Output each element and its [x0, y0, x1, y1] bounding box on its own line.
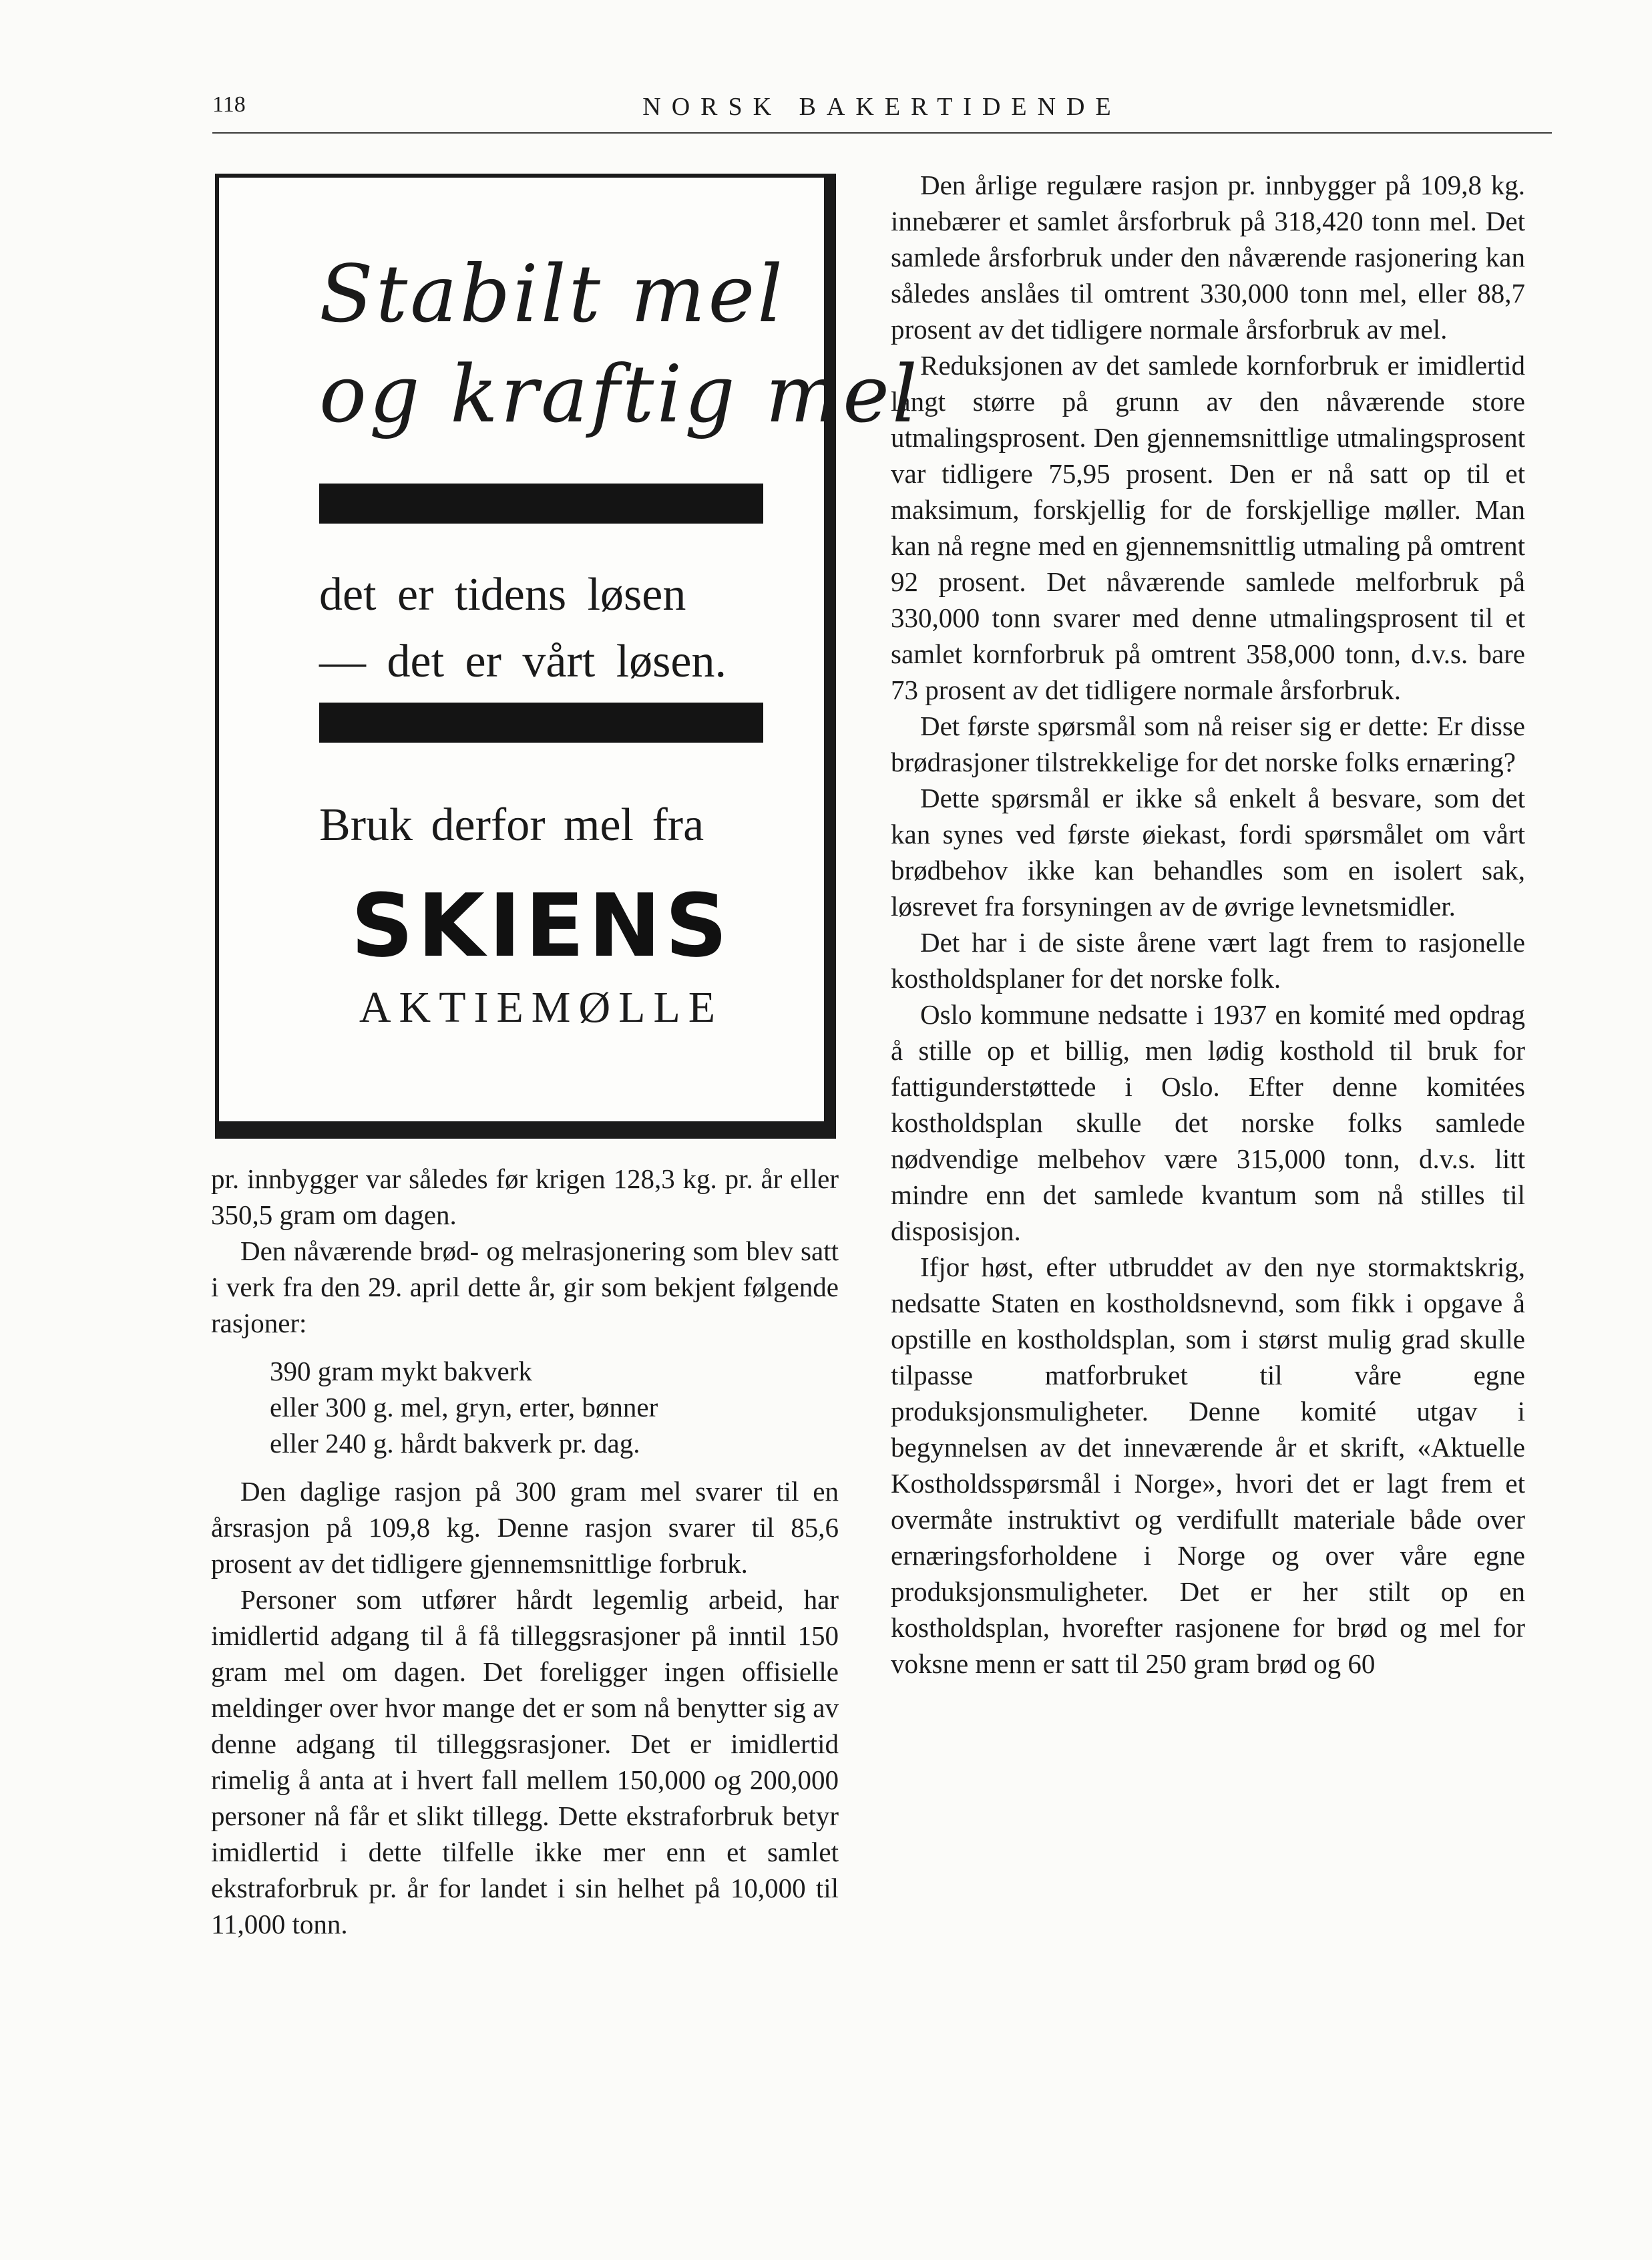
- ad-text-line-3: Bruk derfor mel fra: [319, 799, 704, 851]
- paragraph: Personer som utfører hårdt legemlig arbeid, har imidlertid adgang til å få tilleggsrasjoner på inntil 150 gram mel om dagen. Det foreligger ingen offisielle meldinger over hvor mange det er som nå benytter sig av denne adgang til tilleggsrasjoner. Det er imidlertid rimelig å anta at i hvert fall mellem 150,000 og 200,000 personer nå får et slikt tillegg. Dette ekstraforbruk betyr imidlertid i dette tilfelle ikke mer enn et samlet ekstraforbruk pr. år for landet i sin helhet på 10,000 til 11,000 tonn.: [211, 1584, 839, 1939]
- ad-divider-bar: [319, 484, 763, 524]
- ad-brand-subtitle: AKTIEMØLLE: [359, 983, 724, 1032]
- ad-text-line-2: — det er vårt løsen.: [319, 636, 727, 687]
- ad-script-line-2: og kraftig mel: [319, 348, 920, 440]
- ad-divider-bar: [319, 703, 763, 743]
- paragraph: Reduksjonen av det samlede kornforbruk er imidlertid langt større på grunn av den nåværende store utmalingsprosent. Den gjennemsnittlige utmalingsprosent var tidligere 75,95 prosent. Den er nå satt op til et maksimum, forskjellig for de forskjellige møller. Man kan nå regne med en gjennemsnittlig utmaling på omtrent 92 prosent. Det nåværende samlede melforbruk på 330,000 tonn svarer med denne utmalingsprosent til et samlet kornforbruk på omtrent 358,000 tonn, d.v.s. bare 73 prosent av det tidligere normale årsforbruk.: [891, 350, 1525, 705]
- paragraph: Den årlige regulære rasjon pr. innbygger på 109,8 kg. innebærer et samlet årsforbruk på 318,420 tonn mel. Det samlede årsforbruk under den nåværende rasjonering kan således anslåes til omtrent 330,000 tonn mel, eller 88,7 prosent av det tidligere normale årsforbruk av mel.: [891, 170, 1525, 345]
- ration-item: 390 gram mykt bakverk: [270, 1356, 532, 1386]
- page-number: 118: [212, 92, 246, 117]
- ration-item: eller 240 g. hårdt bakverk pr. dag.: [270, 1428, 640, 1459]
- paragraph: Den nåværende brød- og melrasjonering som blev satt i verk fra den 29. april dette år, gir som bekjent følgende rasjoner:: [211, 1236, 839, 1338]
- left-column: [211, 1161, 839, 1942]
- paragraph: Den daglige rasjon på 300 gram mel svarer til en årsrasjon på 109,8 kg. Denne rasjon svarer til 85,6 prosent av det tidligere gjennemsnittlige forbruk.: [211, 1476, 839, 1579]
- paragraph: Oslo kommune nedsatte i 1937 en komité med opdrag å stille op et billig, men lødig kosthold til bruk for fattigunderstøttede i Oslo. Efter denne komitées kostholdsplan skulle det norske folks samlede nødvendige melbehov være 315,000 tonn, d.v.s. litt mindre enn det samlede kvantum som nå stilles til disposisjon.: [891, 999, 1525, 1246]
- paragraph: Dette spørsmål er ikke så enkelt å besvare, som det kan synes ved første øiekast, fordi spørsmålet om vårt brødbehov ikke kan behandles som en isolert sak, løsrevet fra forsyningen av de øvrige levnetsmidler.: [891, 783, 1525, 922]
- paragraph: Det har i de siste årene vært lagt frem to rasjonelle kostholdsplaner for det norske folk.: [891, 927, 1525, 994]
- paragraph: Det første spørsmål som nå reiser sig er dette: Er disse brødrasjoner tilstrekkelige for det norske folks ernæring?: [891, 711, 1525, 777]
- ad-script-line-1: Stabilt mel: [319, 248, 786, 340]
- journal-title: NORSK BAKERTIDENDE: [642, 93, 1122, 121]
- ration-list: [270, 1353, 839, 1461]
- ration-item: eller 300 g. mel, gryn, erter, bønner: [270, 1392, 658, 1423]
- page-header: [212, 92, 1552, 134]
- right-column: [891, 167, 1525, 1682]
- ad-text-line-1: det er tidens løsen: [319, 569, 686, 620]
- ad-brand-name: SKIENS: [351, 875, 732, 976]
- advertisement: [215, 174, 920, 1139]
- paragraph: pr. innbygger var således før krigen 128,3 kg. pr. år eller 350,5 gram om dagen.: [211, 1163, 839, 1230]
- paragraph: Ifjor høst, efter utbruddet av den nye stormaktskrig, nedsatte Staten en kostholdsnevnd, som fikk i opgave å opstille en kostholdsplan, som i størst mulig grad skulle tilpasse matforbruket til våre egne produksjonsmuligheter. Denne komité utgav i begynnelsen av det inneværende år et skrift, «Aktuelle Kostholdsspørsmål i Norge», hvori det er lagt frem et overmåte instruktivt og verdifullt materiale både over ernæringsforholdene i Norge og over våre egne produksjonsmuligheter. Det er her stilt op en kostholdsplan, hvorefter rasjonene for brød og mel for voksne menn er satt til 250 gram brød og 60: [891, 1252, 1525, 1679]
